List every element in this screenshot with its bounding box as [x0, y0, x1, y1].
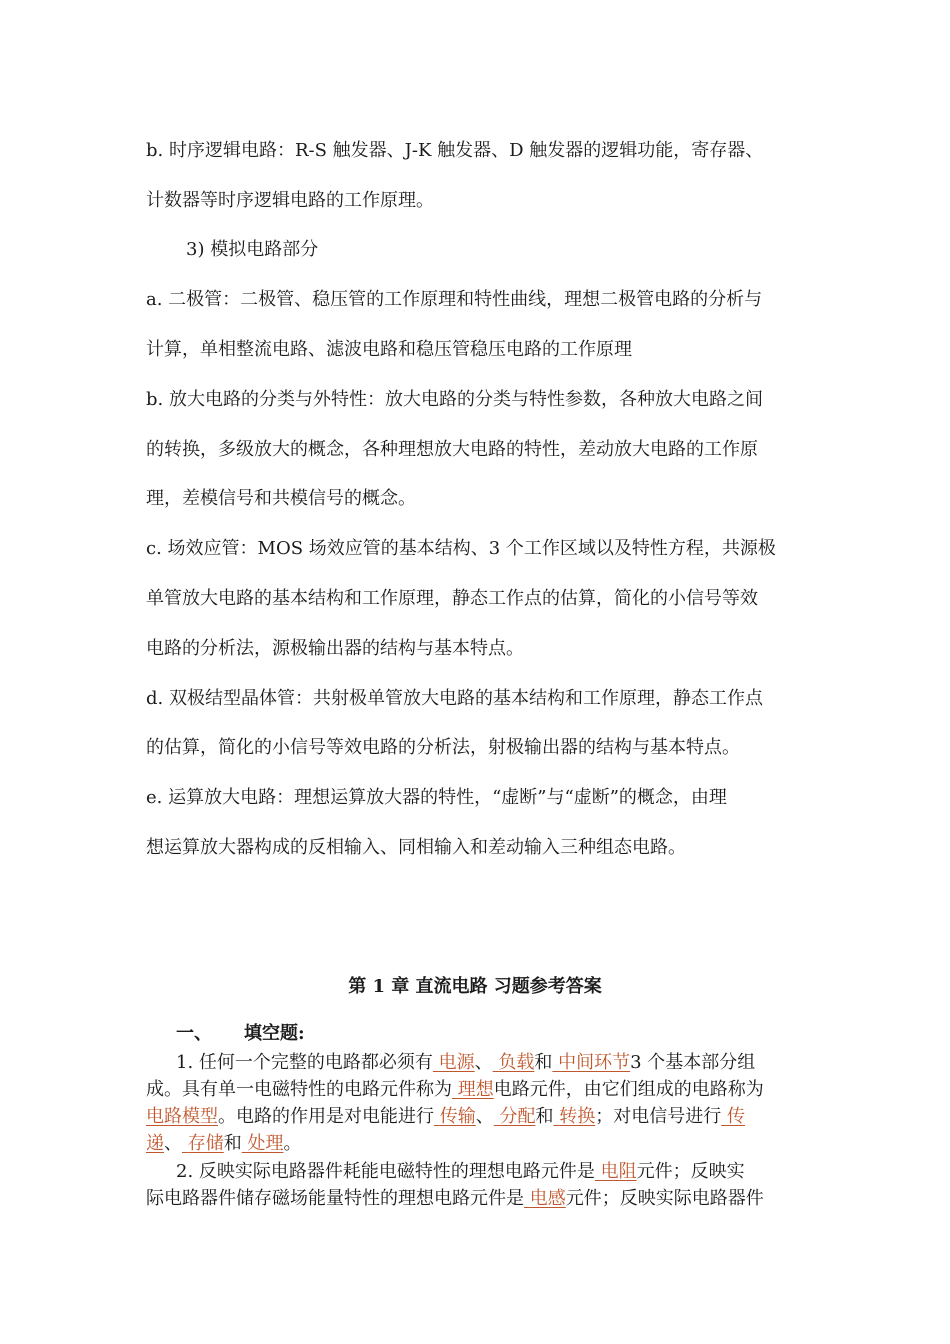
- syllabus-line: 计数器等时序逻辑电路的工作原理。: [146, 190, 434, 211]
- answer-text: 3 个基本部分组: [630, 1052, 756, 1073]
- answer-text: 和: [534, 1052, 553, 1073]
- answer-blank: 理想: [457, 1079, 494, 1100]
- syllabus-line: 的估算，简化的小信号等效电路的分析法，射极输出器的结构与基本特点。: [146, 737, 740, 758]
- chapter-title: 第 1 章 直流电路 习题参考答案: [348, 976, 602, 997]
- syllabus-line: e. 运算放大电路：理想运算放大器的特性，“虚断”与“虚断”的概念，由理: [146, 787, 727, 808]
- answer-blank: 电源: [438, 1052, 475, 1073]
- answer-line: [146, 1187, 764, 1211]
- answer-text: 际电路器件储存磁场能量特性的理想电路元件是: [146, 1188, 524, 1209]
- answer-blank: 分配: [499, 1106, 536, 1127]
- answer-text: 。: [283, 1133, 302, 1154]
- answer-text: ；对电信号进行: [595, 1106, 722, 1127]
- answer-line: [146, 1132, 301, 1156]
- answer-blank: 传: [726, 1106, 745, 1127]
- answer-text: 、: [474, 1052, 493, 1073]
- answer-blank: 传输: [439, 1106, 476, 1127]
- answer-blank: 转换: [559, 1106, 596, 1127]
- answer-blank: 递: [146, 1133, 164, 1154]
- answer-line: [176, 1160, 745, 1184]
- answer-blank: 存储: [187, 1133, 224, 1154]
- answer-text: 、: [164, 1133, 182, 1154]
- answer-blank: 中间环节: [558, 1052, 631, 1073]
- answer-text: 元件；反映实际电路器件: [565, 1188, 764, 1209]
- answer-blank: 电路模型: [146, 1106, 218, 1127]
- answer-blank: 处理: [247, 1133, 284, 1154]
- syllabus-line: d. 双极结型晶体管：共射极单管放大电路的基本结构和工作原理，静态工作点: [146, 688, 763, 709]
- syllabus-line: 的转换，多级放大的概念，各种理想放大电路的特性，差动放大电路的工作原: [146, 439, 758, 460]
- syllabus-line: 理，差模信号和共模信号的概念。: [146, 488, 416, 509]
- answer-text: 和: [535, 1106, 554, 1127]
- section-number: 一、: [176, 1023, 212, 1044]
- syllabus-line: 想运算放大器构成的反相输入、同相输入和差动输入三种组态电路。: [146, 837, 686, 858]
- answer-line: [146, 1105, 745, 1129]
- answer-line: [146, 1078, 764, 1102]
- answer-blank: 电感: [529, 1188, 566, 1209]
- answer-text: 电路元件，由它们组成的电路称为: [493, 1079, 764, 1100]
- syllabus-subheading: 3) 模拟电路部分: [186, 239, 319, 260]
- syllabus-line: c. 场效应管：MOS 场效应管的基本结构、3 个工作区域以及特性方程，共源极: [146, 538, 776, 559]
- syllabus-line: 计算，单相整流电路、滤波电路和稳压管稳压电路的工作原理: [146, 339, 632, 360]
- section-title: 填空题:: [244, 1023, 305, 1044]
- syllabus-line: b. 放大电路的分类与外特性：放大电路的分类与特性参数，各种放大电路之间: [146, 389, 763, 410]
- answer-text: 1. 任何一个完整的电路都必须有: [176, 1052, 433, 1073]
- syllabus-line: a. 二极管：二极管、稳压管的工作原理和特性曲线，理想二极管电路的分析与: [146, 289, 763, 310]
- answer-blank: 电阻: [600, 1161, 637, 1182]
- answer-text: 。电路的作用是对电能进行: [218, 1106, 434, 1127]
- answer-text: 、: [475, 1106, 494, 1127]
- answer-blank: 负载: [498, 1052, 535, 1073]
- answer-text: 和: [223, 1133, 242, 1154]
- answer-line: [176, 1051, 755, 1075]
- syllabus-line: 单管放大电路的基本结构和工作原理，静态工作点的估算，简化的小信号等效: [146, 588, 758, 609]
- answer-text: 2. 反映实际电路器件耗能电磁特性的理想电路元件是: [176, 1161, 595, 1182]
- syllabus-line: b. 时序逻辑电路：R-S 触发器、J-K 触发器、D 触发器的逻辑功能，寄存器、: [146, 140, 764, 161]
- answer-text: 元件；反映实: [636, 1161, 745, 1182]
- answer-text: 成。具有单一电磁特性的电路元件称为: [146, 1079, 452, 1100]
- syllabus-line: 电路的分析法，源极输出器的结构与基本特点。: [146, 638, 524, 659]
